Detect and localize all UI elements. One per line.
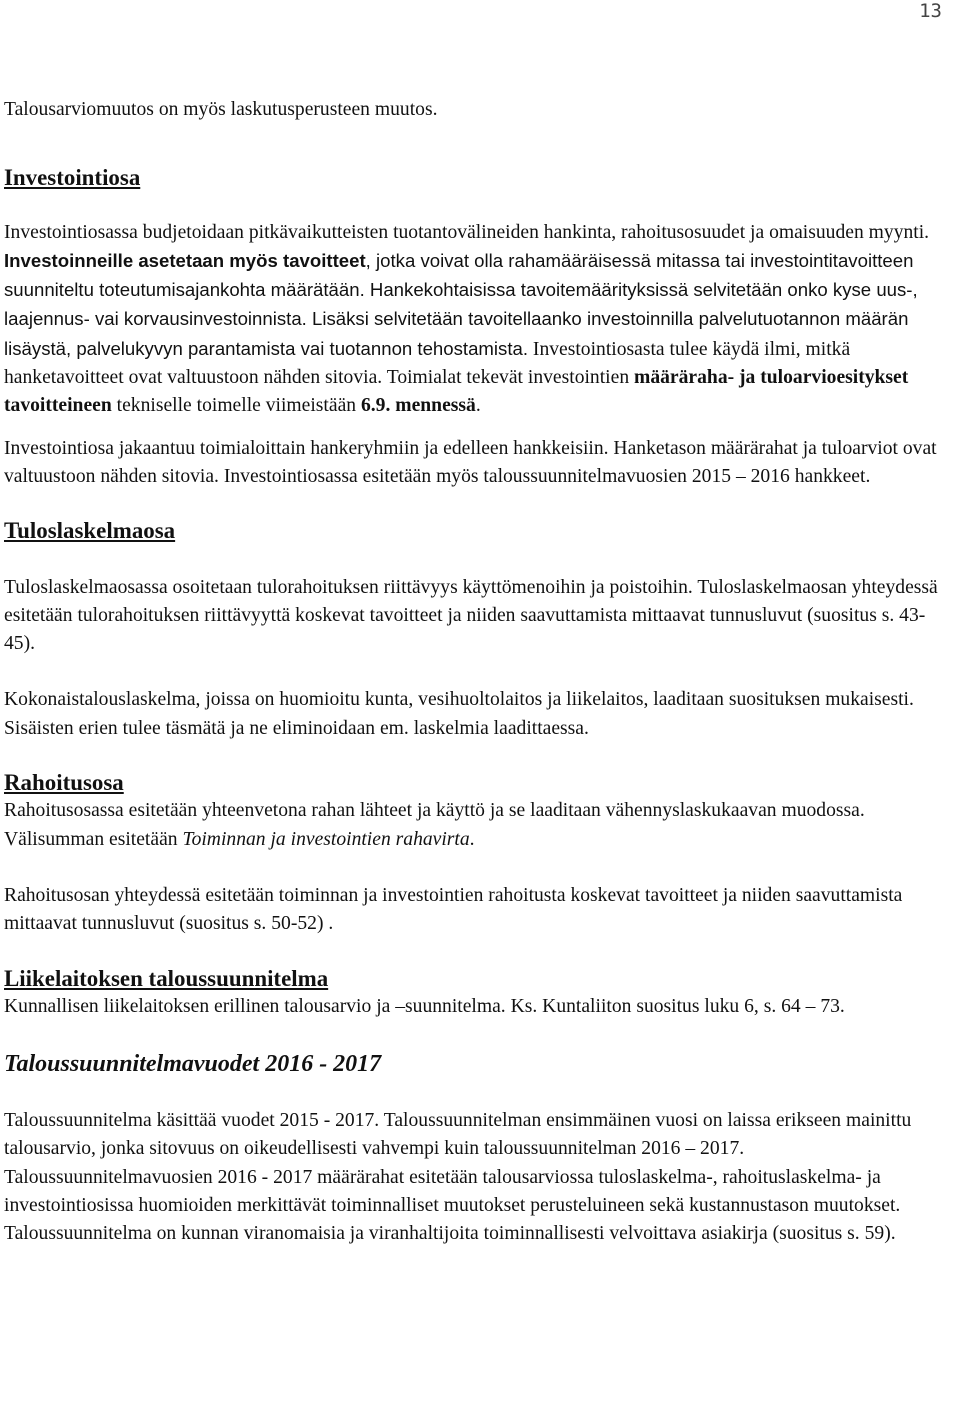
liikelaitos-paragraph-1: Kunnallisen liikelaitoksen erillinen talousarvio ja –suunnitelma. Ks. Kuntaliiton suositus luku 6, s. 64 – 73. [4, 995, 845, 1017]
tuloslaskelmaosa-heading: Tuloslaskelmaosa [4, 518, 176, 544]
bold-run: määräraha- ja tuloarvioesitykset tavoitteineen [4, 367, 909, 417]
text-run: Rahoitusosassa esitetään yhteenvetona rahan lähteet ja käyttö ja se laaditaan vähennyslaskukaavan muodossa. Välisumman esitetään [4, 800, 865, 850]
liikelaitos-heading: Liikelaitoksen taloussuunnitelma [4, 965, 329, 991]
rahoitusosa-heading: Rahoitusosa [4, 770, 124, 796]
investointiosa-paragraph-1 [4, 219, 954, 421]
page-number: 13 [919, 0, 942, 22]
italic-run: Toiminnan ja investointien rahavirta [182, 828, 470, 850]
investointiosa-paragraph-2: Investointiosa jakaantuu toimialoittain hankeryhmiin ja edelleen hankkeisiin. Hanketason määrärahat ja tuloarviot ovat valtuustoon nähden sitovia. Investointiosassa esitetään myös taloussuunnitelmavuosien 2015 – 2016 hankkeet. [4, 437, 937, 487]
investointiosa-heading: Investointiosa [4, 165, 141, 191]
text-run: . [469, 828, 475, 850]
text-run: , jotka voivat olla rahamääräisessä mitassa tai investointitavoitteen suunniteltu toteutumisajankohta määrätään. [4, 249, 914, 301]
text-run: tekniselle toimelle viimeistään [111, 395, 361, 417]
rahoitusosa-paragraph-1 [4, 797, 954, 854]
bold-run: 6.9. mennessä [360, 395, 476, 417]
taloussuunnitelmavuodet-paragraph-1: Taloussuunnitelma käsittää vuodet 2015 - 2017. Taloussuunnitelman ensimmäinen vuosi on laissa erikseen mainittu talousarvio, jonka sitovuus on oikeudellisesti vahvempi kuin taloussuunnitelman 2016 – 2017. Taloussuunnitelmavuosien 2016 - 2017 määrärahat esitetään talousarviossa tuloslaskelma-, rahoituslaskelma- ja investointiosissa huomioiden merkittävät toiminnalliset muutokset perusteluineen sekä kustannustason muutokset. Taloussuunnitelma on kunnan viranomaisia ja viranhaltijoita toiminnallisesti velvoittava asiakirja (suositus s. 59). [4, 1110, 912, 1245]
bold-run: Investoinneille asetetaan myös tavoitteet [4, 249, 366, 271]
text-run: Lisäksi selvitetään tavoitellaanko investoinnilla palvelutuotannon määrän lisäystä, palvelukyvyn parantamista vai tuotannon tehostamista. [4, 308, 909, 359]
text-run: Investointiosassa budjetoidaan pitkävaikutteisten tuotantovälineiden hankinta, rahoitusosuudet ja omaisuuden myynti. [4, 221, 930, 243]
text-run: Hankekohtaisissa tavoitemäärityksissä selvitetään onko kyse uus-, laajennus- vai korvausinvestoinnista. [4, 279, 918, 330]
document-body [4, 96, 954, 1249]
rahoitusosa-paragraph-2: Rahoitusosan yhteydessä esitetään toiminnan ja investointien rahoitusta koskevat tavoitteet ja niiden saavuttamista mittaavat tunnusluvut (suositus s. 50-52) . [4, 884, 903, 935]
taloussuunnitelmavuodet-heading: Taloussuunnitelmavuodet 2016 - 2017 [4, 1051, 382, 1078]
tuloslaskelmaosa-paragraph-1: Tuloslaskelmaosassa osoitetaan tulorahoituksen riittävyys käyttömenoihin ja poistoihin. Tuloslaskelmaosan yhteydessä esitetään tulorahoituksen riittävyyttä koskevat tavoitteet ja niiden saavuttamista mittaavat tunnusluvut (suositus s. 43-45). [4, 576, 938, 655]
tuloslaskelmaosa-paragraph-2: Kokonaistalouslaskelma, joissa on huomioitu kunta, vesihuoltolaitos ja liikelaitos, laaditaan suosituksen mukaisesti. Sisäisten erien tulee täsmätä ja ne eliminoidaan em. laskelmia laadittaessa. [4, 689, 914, 739]
text-run: . [475, 395, 481, 417]
intro-paragraph: Talousarviomuutos on myös laskutusperusteen muutos. [4, 99, 438, 120]
text-run: Investointiosasta tulee käydä ilmi, mitkä hanketavoitteet ovat valtuustoon nähden sitovia. Toimialat tekevät investointien [4, 338, 851, 389]
